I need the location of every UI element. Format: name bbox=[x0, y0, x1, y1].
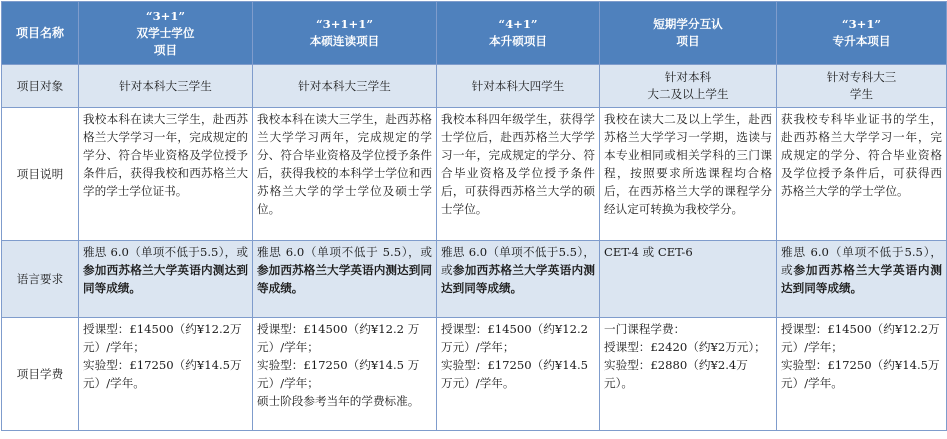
fees-text: 授课型：£14500（约¥12.2万元）/学年； 实验型：£17250（约¥14.5万元）/学年。 bbox=[83, 322, 242, 390]
fees-text: 授课型：£14500（约¥12.2万元）/学年； 实验型：£17250（约¥14.5万元）/学年。 bbox=[781, 322, 940, 390]
target-cell bbox=[600, 65, 777, 108]
header-program-1-line2: 双学士学位 bbox=[136, 25, 195, 40]
header-program-5-line2: 专升本项目 bbox=[832, 34, 891, 48]
header-program-4-line1: 短期学分互认 bbox=[653, 17, 723, 31]
header-program-5 bbox=[777, 2, 947, 65]
header-program-1-line1: “3+1” bbox=[145, 8, 186, 23]
fees-cell bbox=[777, 318, 947, 431]
language-plain: 雅思 6.0（单项不低于5.5），或 bbox=[781, 245, 942, 277]
fees-cell bbox=[437, 318, 600, 431]
target-cell-line1: 针对本科大四学生 bbox=[471, 78, 565, 93]
language-cell bbox=[437, 241, 600, 318]
row-label-target: 项目对象 bbox=[2, 65, 79, 108]
language-cell bbox=[600, 241, 777, 318]
description-cell: 我校在读大二及以上学生，赴西苏格兰大学学习一学期，选读与本专业相同或相关学科的三门课程，按照要求所选课程均合格后，在西苏格兰大学的课程学分经认定可转换为我校学分。 bbox=[600, 108, 777, 241]
description-cell: 获我校专科毕业证书的学生，赴西苏格兰大学学习一年，完成规定的学分、符合毕业资格及学位授予条件后，可获得西苏格兰大学的学士学位。 bbox=[777, 108, 947, 241]
header-program-2-line2: 本硕连读项目 bbox=[309, 34, 380, 48]
fees-text: 一门课程学费： 授课型：£2420（约¥2万元）； 实验型：£2880（约¥2.4万元）。 bbox=[604, 322, 766, 390]
header-program-3-line1: “4+1” bbox=[498, 17, 538, 31]
language-plain: 雅思 6.0（单项不低于5.5），或 bbox=[441, 245, 595, 277]
language-bold: 参加西苏格兰大学英语内测达到同等成绩。 bbox=[781, 263, 942, 295]
description-cell: 我校本科在读大三学生，赴西苏格兰大学学习一年，完成规定的学分、符合毕业资格及学位授予条件后，获得我校和西苏格兰大学的学士学位证书。 bbox=[79, 108, 253, 241]
language-cell bbox=[777, 241, 947, 318]
language-cell bbox=[253, 241, 437, 318]
target-cell-line1: 针对本科 bbox=[664, 70, 712, 84]
description-cell: 我校本科四年级学生，获得学士学位后，赴西苏格兰大学学习一年，完成规定的学分、符合毕业资格及学位授予条件后，可获得西苏格兰大学的硕士学位。 bbox=[437, 108, 600, 241]
row-label-language: 语言要求 bbox=[2, 241, 79, 318]
target-cell-line1: 针对本科大三学生 bbox=[119, 78, 212, 93]
language-plain: CET-4 或 CET-6 bbox=[604, 245, 693, 259]
header-program-name: 项目名称 bbox=[2, 2, 79, 65]
target-row bbox=[2, 65, 947, 108]
header-program-4 bbox=[600, 2, 777, 65]
fees-row bbox=[2, 318, 947, 431]
row-label-fees: 项目学费 bbox=[2, 318, 79, 431]
target-cell bbox=[777, 65, 947, 108]
target-cell-line2: 学生 bbox=[849, 87, 874, 101]
description-cell: 我校本科在读大三学生，赴西苏格兰大学学习两年，完成规定的学分、符合毕业资格及学位授予条件后，获得我校的本科学士学位和西苏格兰大学的学士学位及硕士学位。 bbox=[253, 108, 437, 241]
target-cell bbox=[437, 65, 600, 108]
language-bold: 参加西苏格兰大学英语内测达到同等成绩。 bbox=[441, 263, 595, 295]
header-program-5-line1: “3+1” bbox=[841, 17, 882, 31]
header-row bbox=[2, 2, 947, 65]
fees-cell bbox=[79, 318, 253, 431]
fees-text: 授课型：£14500（约¥12.2 万元）/学年； 实验型：£17250（约¥14.5 万元）/学年； 硕士阶段参考当年的学费标准。 bbox=[257, 322, 420, 408]
fees-cell bbox=[600, 318, 777, 431]
description-row bbox=[2, 108, 947, 241]
header-program-2-line1: “3+1+1” bbox=[316, 17, 373, 31]
language-row bbox=[2, 241, 947, 318]
target-cell-line1: 针对本科大三学生 bbox=[298, 78, 391, 93]
language-plain: 雅思 6.0（单项不低于 5.5），或 bbox=[257, 245, 432, 259]
header-program-1 bbox=[79, 2, 253, 65]
header-program-3-line2: 本升硕项目 bbox=[489, 34, 547, 48]
header-program-2 bbox=[253, 2, 437, 65]
target-cell-line2: 大二及以上学生 bbox=[647, 87, 729, 101]
header-program-3 bbox=[437, 2, 600, 65]
header-program-4-line2: 项目 bbox=[676, 34, 700, 48]
row-label-description: 项目说明 bbox=[2, 108, 79, 241]
program-table bbox=[1, 1, 947, 431]
language-bold: 参加西苏格兰大学英语内测达到同等成绩。 bbox=[83, 263, 248, 295]
target-cell-line1: 针对专科大三 bbox=[826, 70, 897, 84]
fees-text: 授课型：£14500（约¥12.2万元）/学年； 实验型：£17250（约¥14.5万元）/学年。 bbox=[441, 322, 589, 390]
language-plain: 雅思 6.0（单项不低于5.5），或 bbox=[83, 245, 248, 259]
language-bold: 参加西苏格兰大学英语内测达到同等成绩。 bbox=[257, 263, 432, 295]
language-cell bbox=[79, 241, 253, 318]
fees-cell bbox=[253, 318, 437, 431]
target-cell bbox=[79, 65, 253, 108]
target-cell bbox=[253, 65, 437, 108]
header-program-1-line3: 项目 bbox=[153, 42, 178, 57]
